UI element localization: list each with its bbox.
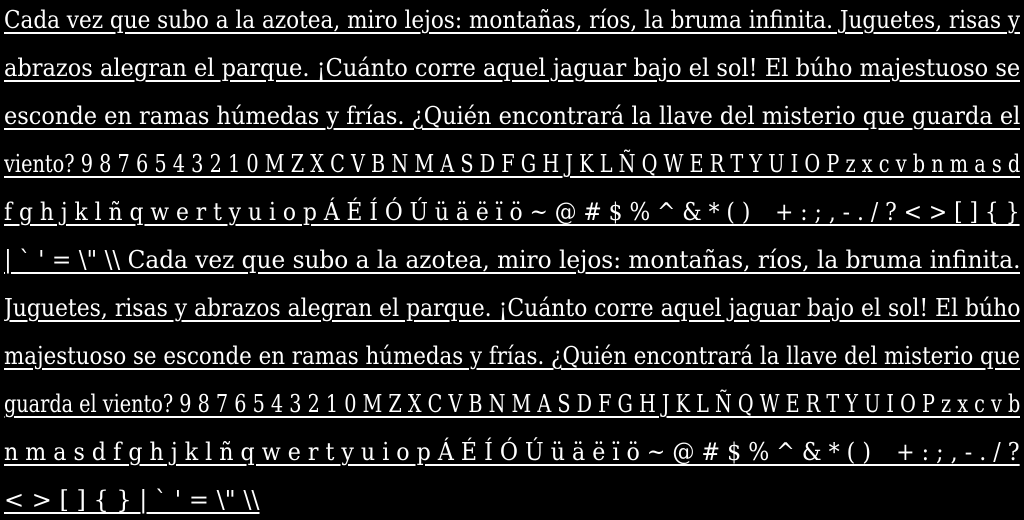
text-line-6: | ` ' = \" \\ Cada vez que subo a la azotea, miro lejos: montañas, ríos, la bruma infinita. [4,246,1020,274]
text-line-4: viento? 9 8 7 6 5 4 3 2 1 0 M Z X C V B N M A S D F G H J K L Ñ Q W E R T Y U I O P z x c v b n m a s d [4,150,1020,178]
text-line-3: esconde en ramas húmedas y frías. ¿Quién encontrará la llave del misterio que guarda el [4,102,1020,130]
text-line-8: majestuoso se esconde en ramas húmedas y frías. ¿Quién encontrará la llave del misterio que [4,342,1020,370]
text-line-10: n m a s d f g h j k l ñ q w e r t y u i o p Á É Í Ó Ú ü ä ë ï ö ~ @ # $ % ^ & * ( ) _ + : ; , - . / ? [4,438,1020,466]
text-line-5: f g h j k l ñ q w e r t y u i o p Á É Í Ó Ú ü ä ë ï ö ~ @ # $ % ^ & * ( ) _ + : ; , - . / ? < > [ ] { } [4,198,1020,226]
text-line-1: Cada vez que subo a la azotea, miro lejos: montañas, ríos, la bruma infinita. Juguetes, risas y [4,6,1020,34]
text-line-7: Juguetes, risas y abrazos alegran el parque. ¡Cuánto corre aquel jaguar bajo el sol! El búho [4,294,1020,322]
text-line-11: < > [ ] { } | ` ' = \" \\ [4,486,260,514]
text-line-2: abrazos alegran el parque. ¡Cuánto corre aquel jaguar bajo el sol! El búho majestuoso se [4,54,1020,82]
text-line-9: guarda el viento? 9 8 7 6 5 4 3 2 1 0 M Z X C V B N M A S D F G H J K L Ñ Q W E R T Y U I O P z x c v b [4,390,1020,418]
